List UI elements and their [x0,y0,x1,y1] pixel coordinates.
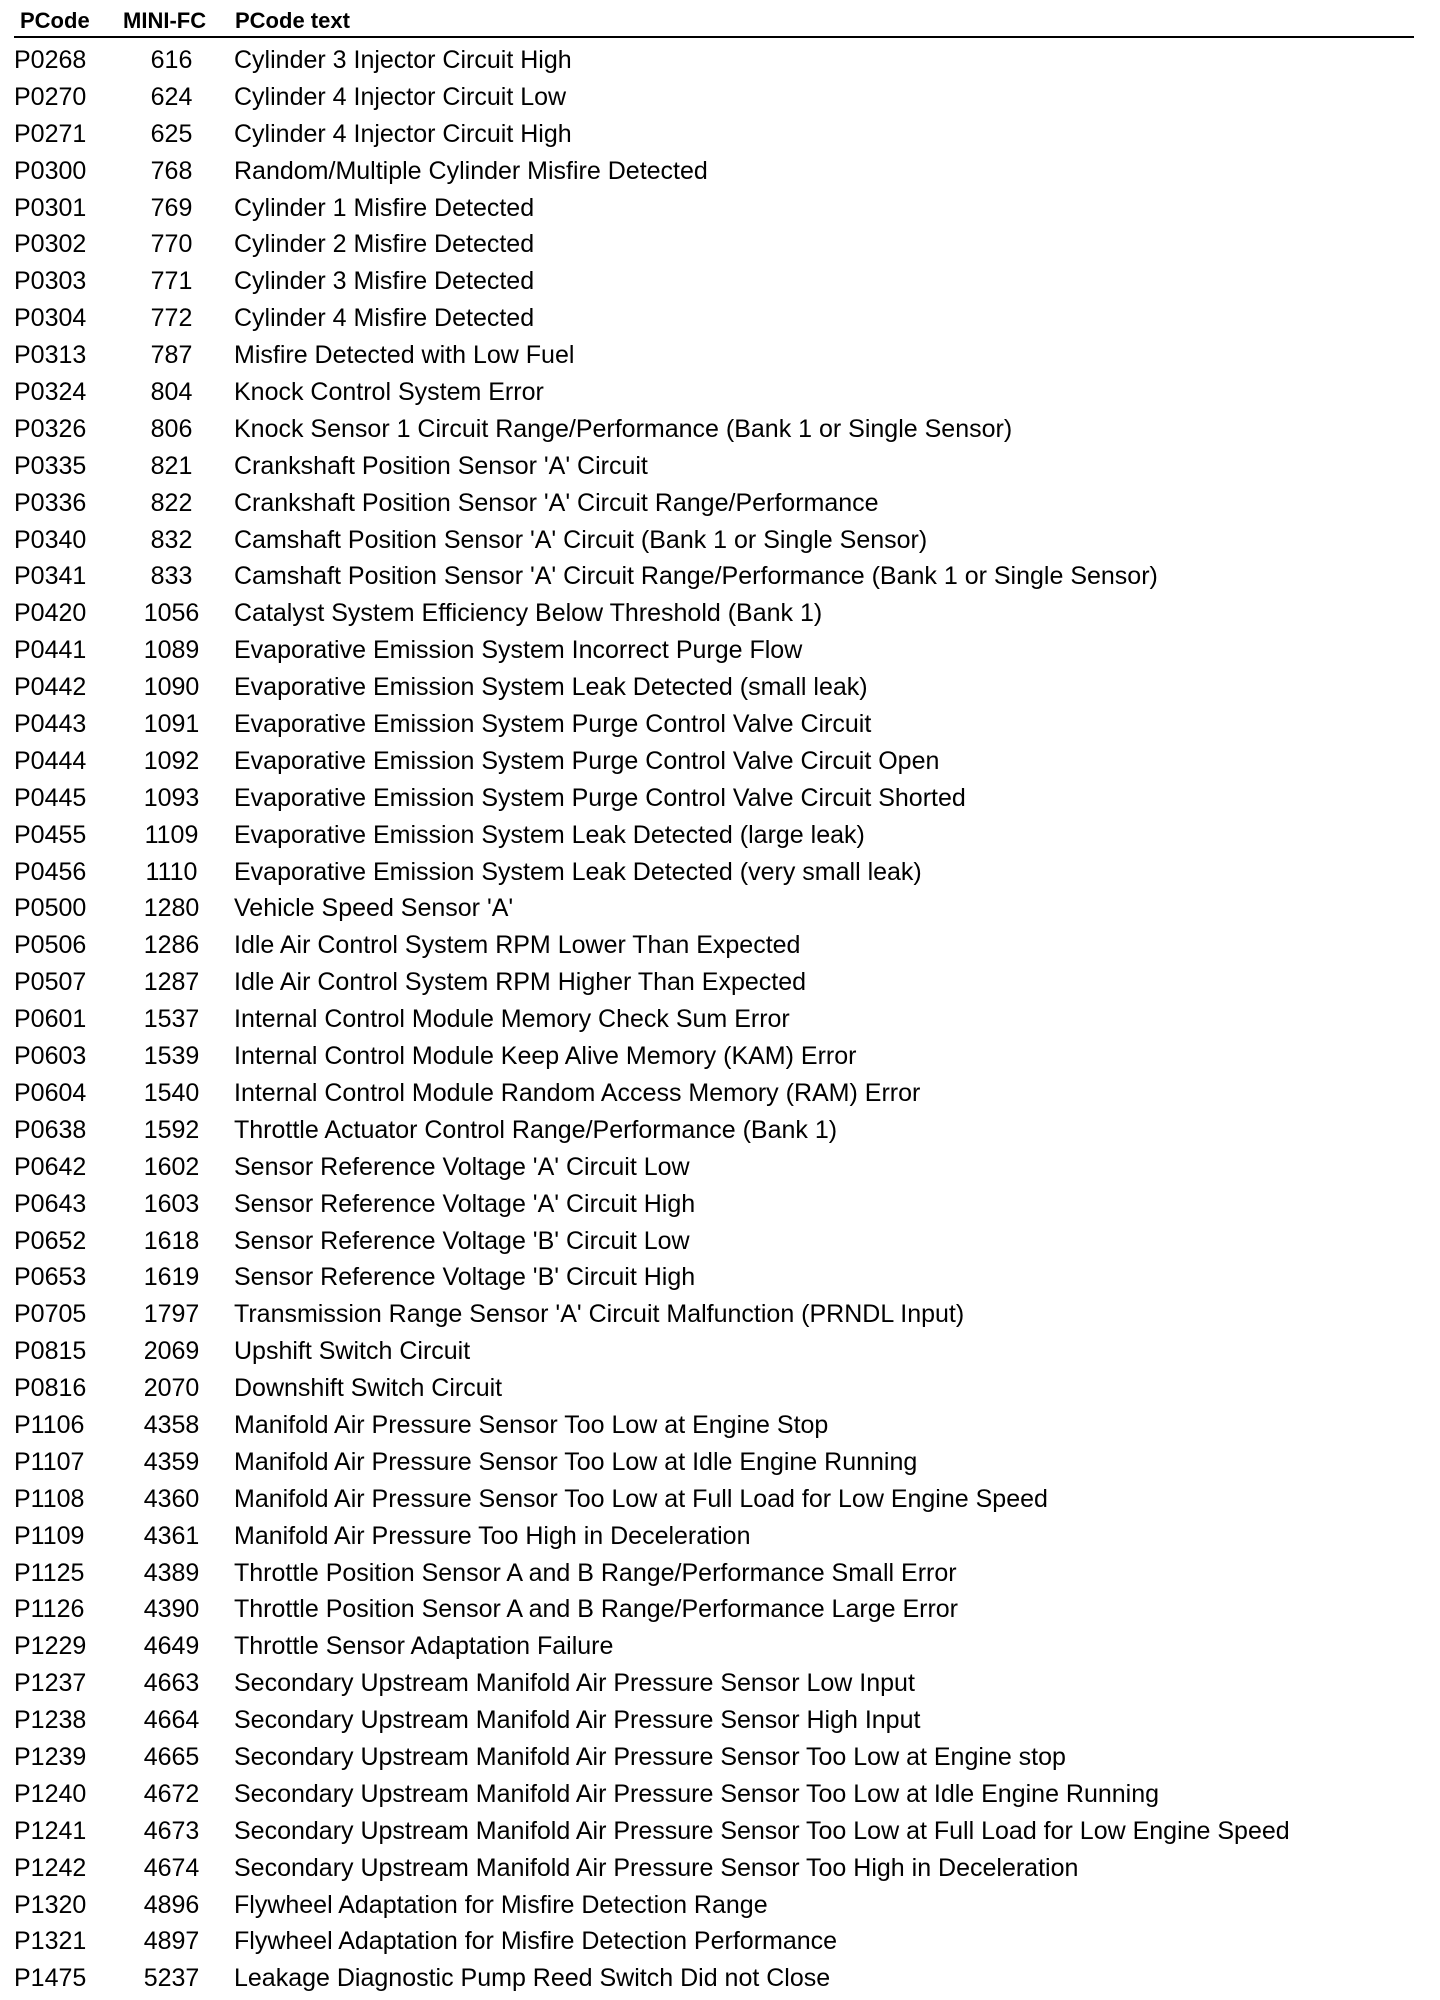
pcode-cell: P0326 [14,414,87,443]
mini-fc-cell: 1618 [143,1226,200,1255]
pcode-text-cell: Knock Sensor 1 Circuit Range/Performance (Bank 1 or Single Sensor) [234,414,1013,443]
table-row [14,42,1414,79]
mini-fc-cell: 1540 [143,1078,200,1107]
table-row [14,522,1414,559]
mini-fc-cell: 1603 [143,1189,200,1218]
pcode-cell: P0652 [14,1226,87,1255]
pcode-text-cell: Upshift Switch Circuit [234,1337,471,1366]
table-row [14,485,1414,522]
pcode-text-cell: Evaporative Emission System Leak Detected (large leak) [234,820,865,849]
pcode-cell: P0643 [14,1189,87,1218]
table-header [14,6,1414,38]
pcode-cell: P0507 [14,968,87,997]
mini-fc-cell: 771 [150,267,193,296]
pcode-text-cell: Cylinder 3 Misfire Detected [234,267,535,296]
pcode-cell: P1107 [14,1447,85,1476]
table-row [14,743,1414,780]
pcode-text-cell: Evaporative Emission System Leak Detected (small leak) [234,673,868,702]
table-row [14,153,1414,190]
pcode-text-cell: Throttle Actuator Control Range/Performance (Bank 1) [234,1115,838,1144]
pcode-cell: P0815 [14,1337,87,1366]
pcode-cell: P0300 [14,156,87,185]
pcode-text-cell: Flywheel Adaptation for Misfire Detection Range [234,1890,768,1919]
pcode-cell: P0638 [14,1115,87,1144]
pcode-text-cell: Knock Control System Error [234,378,544,407]
pcode-text-cell: Internal Control Module Random Access Memory (RAM) Error [234,1078,921,1107]
pcode-cell: P0642 [14,1152,87,1181]
mini-fc-cell: 1056 [143,599,200,628]
table-row [14,1923,1414,1960]
pcode-cell: P0601 [14,1005,87,1034]
pcode-cell: P0313 [14,341,87,370]
table-row [14,1702,1414,1739]
mini-fc-cell: 4665 [143,1742,200,1771]
mini-fc-cell: 1091 [143,710,200,739]
pcode-cell: P0444 [14,746,87,775]
table-row [14,300,1414,337]
pcode-cell: P1240 [14,1779,87,1808]
pcode-cell: P1475 [14,1964,87,1993]
mini-fc-cell: 787 [150,341,193,370]
pcode-text-cell: Throttle Position Sensor A and B Range/Performance Small Error [234,1558,957,1587]
mini-fc-cell: 1619 [143,1263,200,1292]
pcode-cell: P1239 [14,1742,87,1771]
table-row [14,1333,1414,1370]
mini-fc-cell: 804 [150,378,193,407]
pcode-cell: P1126 [14,1595,85,1624]
pcode-cell: P0653 [14,1263,87,1292]
pcode-cell: P0341 [14,562,87,591]
pcode-cell: P0303 [14,267,87,296]
table-row [14,1149,1414,1186]
table-row [14,1370,1414,1407]
table-row [14,780,1414,817]
mini-fc-cell: 4360 [143,1484,200,1513]
mini-fc-cell: 1537 [143,1005,200,1034]
pcode-text-cell: Camshaft Position Sensor 'A' Circuit (Bank 1 or Single Sensor) [234,525,928,554]
pcode-cell: P0324 [14,378,87,407]
pcode-cell: P1238 [14,1706,87,1735]
mini-fc-cell: 770 [150,230,193,259]
pcode-text-cell: Manifold Air Pressure Sensor Too Low at Engine Stop [234,1410,829,1439]
pcode-cell: P0603 [14,1042,87,1071]
mini-fc-cell: 768 [150,156,193,185]
pcode-text-cell: Sensor Reference Voltage 'A' Circuit High [234,1189,696,1218]
mini-fc-cell: 1287 [143,968,200,997]
mini-fc-cell: 4663 [143,1669,200,1698]
pcode-text-cell: Catalyst System Efficiency Below Threshold (Bank 1) [234,599,823,628]
pcode-cell: P0456 [14,857,87,886]
table-row [14,226,1414,263]
table-row [14,1186,1414,1223]
mini-fc-cell: 1092 [143,746,200,775]
mini-fc-cell: 1109 [144,820,199,849]
pcode-text-cell: Secondary Upstream Manifold Air Pressure Sensor High Input [234,1706,921,1735]
mini-fc-cell: 4896 [143,1890,200,1919]
pcode-text-cell: Idle Air Control System RPM Higher Than Expected [234,968,807,997]
pcode-cell: P0271 [14,119,87,148]
mini-fc-cell: 806 [150,414,193,443]
pcode-cell: P1241 [14,1816,87,1845]
pcode-text-cell: Random/Multiple Cylinder Misfire Detected [234,156,708,185]
pcode-text-cell: Sensor Reference Voltage 'B' Circuit High [234,1263,696,1292]
table-row [14,595,1414,632]
pcode-text-cell: Internal Control Module Memory Check Sum Error [234,1005,790,1034]
pcode-text-cell: Throttle Sensor Adaptation Failure [234,1632,614,1661]
table-row [14,374,1414,411]
pcode-cell: P1237 [14,1669,87,1698]
pcode-text-cell: Secondary Upstream Manifold Air Pressure Sensor Too High in Deceleration [234,1853,1079,1882]
mini-fc-cell: 822 [150,488,193,517]
table-row [14,1591,1414,1628]
pcode-cell: P0302 [14,230,87,259]
mini-fc-cell: 4358 [143,1410,200,1439]
table-row [14,927,1414,964]
table-row [14,79,1414,116]
pcode-cell: P0442 [14,673,87,702]
pcode-cell: P0455 [14,820,87,849]
table-row [14,890,1414,927]
table-row [14,190,1414,227]
mini-fc-cell: 4673 [143,1816,200,1845]
pcode-text-cell: Vehicle Speed Sensor 'A' [234,894,514,923]
pcode-text-cell: Idle Air Control System RPM Lower Than Expected [234,931,801,960]
table-row [14,1555,1414,1592]
mini-fc-cell: 4361 [143,1521,200,1550]
mini-fc-cell: 1093 [143,783,200,812]
table-row [14,1481,1414,1518]
mini-fc-cell: 5237 [143,1964,200,1993]
pcode-cell: P0816 [14,1374,87,1403]
mini-fc-cell: 832 [150,525,193,554]
pcode-cell: P0506 [14,931,87,960]
pcode-text-cell: Sensor Reference Voltage 'B' Circuit Low [234,1226,690,1255]
mini-fc-cell: 4359 [143,1447,200,1476]
pcode-text-cell: Evaporative Emission System Purge Control Valve Circuit Open [234,746,940,775]
mini-fc-cell: 1797 [143,1300,200,1329]
pcode-cell: P1242 [14,1853,87,1882]
pcode-text-cell: Sensor Reference Voltage 'A' Circuit Low [234,1152,690,1181]
pcode-text-cell: Evaporative Emission System Purge Control Valve Circuit Shorted [234,783,966,812]
mini-fc-cell: 1110 [145,857,198,886]
table-row [14,1850,1414,1887]
mini-fc-cell: 833 [150,562,193,591]
table-row [14,1776,1414,1813]
pcode-cell: P0336 [14,488,87,517]
pcode-cell: P0445 [14,783,87,812]
pcode-cell: P1320 [14,1890,87,1919]
table-row [14,1739,1414,1776]
table-row [14,964,1414,1001]
table-row [14,632,1414,669]
table-row [14,1518,1414,1555]
pcode-cell: P1321 [14,1927,87,1956]
table-row [14,1296,1414,1333]
mini-fc-cell: 769 [150,193,193,222]
pcode-cell: P0500 [14,894,87,923]
table-row [14,1259,1414,1296]
table-row [14,1038,1414,1075]
pcode-cell: P0340 [14,525,87,554]
mini-fc-cell: 772 [150,304,193,333]
table-row [14,1075,1414,1112]
table-row [14,1813,1414,1850]
pcode-text-cell: Cylinder 4 Misfire Detected [234,304,535,333]
pcode-cell: P1229 [14,1632,87,1661]
pcode-text-cell: Manifold Air Pressure Sensor Too Low at Full Load for Low Engine Speed [234,1484,1048,1513]
table-row [14,411,1414,448]
mini-fc-cell: 4649 [143,1632,200,1661]
mini-fc-cell: 1602 [143,1152,200,1181]
table-row [14,1444,1414,1481]
pcode-cell: P1108 [14,1484,85,1513]
mini-fc-cell: 2069 [143,1337,200,1366]
pcode-cell: P0420 [14,599,87,628]
pcode-text-cell: Throttle Position Sensor A and B Range/Performance Large Error [234,1595,958,1624]
header-pcode-text: PCode text [235,8,350,33]
pcode-cell: P0301 [14,193,87,222]
table-row [14,706,1414,743]
table-row [14,1887,1414,1924]
table-row [14,558,1414,595]
mini-fc-cell: 4389 [143,1558,200,1587]
table-row [14,1001,1414,1038]
pcode-text-cell: Camshaft Position Sensor 'A' Circuit Range/Performance (Bank 1 or Single Sensor) [234,562,1158,591]
mini-fc-cell: 1089 [143,636,200,665]
pcode-text-cell: Secondary Upstream Manifold Air Pressure Sensor Too Low at Full Load for Low Engine Speed [234,1816,1290,1845]
pcode-text-cell: Misfire Detected with Low Fuel [234,341,575,370]
mini-fc-cell: 4664 [143,1706,200,1735]
pcode-text-cell: Crankshaft Position Sensor 'A' Circuit [234,451,648,480]
pcode-cell: P0443 [14,710,87,739]
table-row [14,1960,1414,1997]
table-row [14,448,1414,485]
pcode-text-cell: Leakage Diagnostic Pump Reed Switch Did not Close [234,1964,831,1993]
table-row [14,263,1414,300]
mini-fc-cell: 4672 [143,1779,200,1808]
table-body [14,42,1414,1997]
pcode-text-cell: Downshift Switch Circuit [234,1374,503,1403]
pcode-text-cell: Secondary Upstream Manifold Air Pressure Sensor Too Low at Idle Engine Running [234,1779,1160,1808]
table-row [14,1407,1414,1444]
pcode-text-cell: Internal Control Module Keep Alive Memory (KAM) Error [234,1042,857,1071]
pcode-text-cell: Cylinder 3 Injector Circuit High [234,46,572,74]
mini-fc-cell: 625 [150,119,193,148]
mini-fc-cell: 2070 [143,1374,200,1403]
mini-fc-cell: 1286 [143,931,200,960]
pcode-cell: P0268 [14,46,87,74]
pcode-text-cell: Cylinder 4 Injector Circuit Low [234,82,567,111]
pcode-text-cell: Cylinder 2 Misfire Detected [234,230,535,259]
table-row [14,116,1414,153]
table-row [14,669,1414,706]
table-row [14,1665,1414,1702]
pcode-cell: P0441 [14,636,87,665]
header-mini-fc: MINI-FC [123,8,207,33]
mini-fc-cell: 4390 [143,1595,200,1624]
pcode-text-cell: Cylinder 1 Misfire Detected [234,193,535,222]
table-row [14,337,1414,374]
table-row [14,1223,1414,1260]
mini-fc-cell: 4897 [143,1927,200,1956]
pcode-table [14,6,1414,1997]
pcode-text-cell: Manifold Air Pressure Too High in Deceleration [234,1521,751,1550]
table-row [14,1112,1414,1149]
pcode-cell: P0705 [14,1300,87,1329]
mini-fc-cell: 616 [150,46,193,74]
mini-fc-cell: 1539 [143,1042,200,1071]
pcode-text-cell: Flywheel Adaptation for Misfire Detection Performance [234,1927,838,1956]
pcode-text-cell: Secondary Upstream Manifold Air Pressure Sensor Low Input [234,1669,915,1698]
pcode-cell: P1106 [14,1410,85,1439]
pcode-text-cell: Cylinder 4 Injector Circuit High [234,119,572,148]
pcode-text-cell: Evaporative Emission System Incorrect Purge Flow [234,636,803,665]
pcode-text-cell: Secondary Upstream Manifold Air Pressure Sensor Too Low at Engine stop [234,1742,1066,1771]
mini-fc-cell: 821 [150,451,193,480]
mini-fc-cell: 1280 [143,894,200,923]
table-row [14,817,1414,854]
pcode-cell: P0604 [14,1078,87,1107]
pcode-text-cell: Evaporative Emission System Purge Control Valve Circuit [234,710,872,739]
mini-fc-cell: 624 [150,82,193,111]
pcode-cell: P0304 [14,304,87,333]
header-pcode: PCode [20,8,90,33]
pcode-text-cell: Manifold Air Pressure Sensor Too Low at Idle Engine Running [234,1447,918,1476]
pcode-cell: P1109 [14,1521,85,1550]
mini-fc-cell: 1090 [143,673,200,702]
mini-fc-cell: 1592 [143,1115,200,1144]
mini-fc-cell: 4674 [143,1853,200,1882]
pcode-text-cell: Crankshaft Position Sensor 'A' Circuit Range/Performance [234,488,879,517]
pcode-cell: P0335 [14,451,87,480]
pcode-text-cell: Evaporative Emission System Leak Detected (very small leak) [234,857,922,886]
table-row [14,1628,1414,1665]
table-row [14,854,1414,891]
pcode-cell: P1125 [14,1558,85,1587]
pcode-text-cell: Transmission Range Sensor 'A' Circuit Malfunction (PRNDL Input) [234,1300,965,1329]
pcode-cell: P0270 [14,82,87,111]
